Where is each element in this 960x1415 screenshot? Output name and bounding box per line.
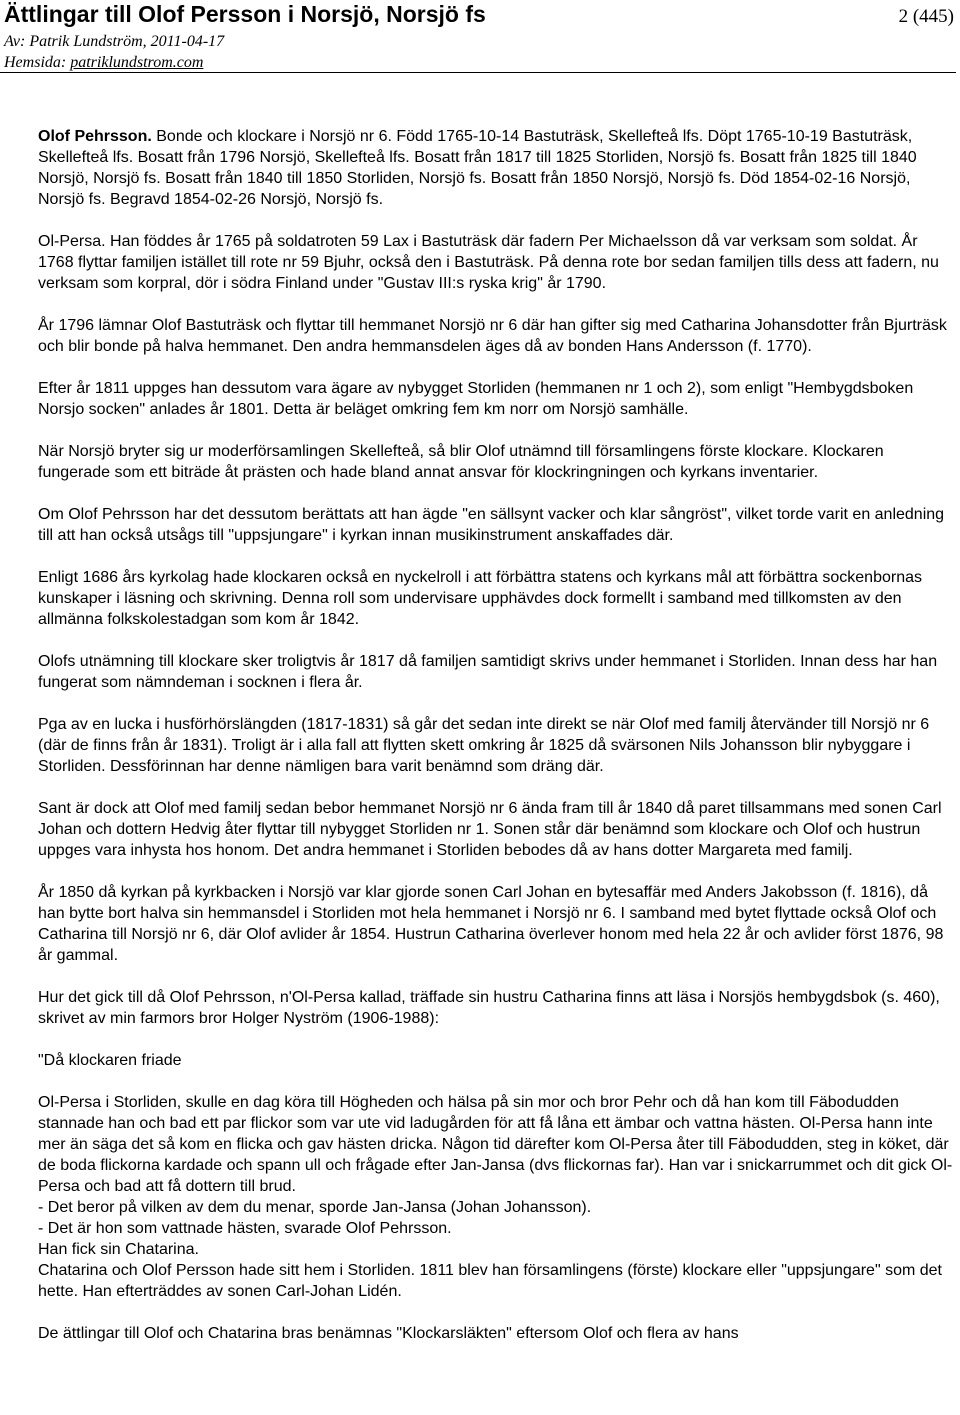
quote-paragraph: Ol-Persa i Storliden, skulle en dag köra till Högheden och hälsa på sin mor och bror Pehr och då han kom till Fäbodudden stannade han och bad ett par flickor som var ute vid ladugården för att få låna ett ämbar och vattna hästen. Ol-Persa hann inte mer än säga det så kom en flicka och gav hästen dricka. Någon tid därefter kom Ol-Persa åter till Fäbodudden, steg in köket, där de boda flickorna kardade och spann ull och frågade efter Jan-Jansa (dvs flickornas far). Han var i snickarrummet och dit gick Ol-Persa och bad att få dottern till brud. (38, 1094, 953, 1195)
homepage-link[interactable]: patriklundstrom.com (70, 54, 204, 71)
paragraph: Sant är dock att Olof med familj sedan bebor hemmanet Norsjö nr 6 ända fram till år 1840 då paret tillsammans med sonen Carl Johan och dottern Hedvig åter flyttar till nybygget Storliden nr 1. Sonen står där benämnd som klockare och Olof och hustrun uppges vara inhysta hos honom. Det andra hemmanet i Storliden bebodes då av hans dotter Margareta med familj. (38, 800, 942, 859)
dialogue-line: - Det beror på vilken av dem du menar, sporde Jan-Jansa (Johan Johansson). (38, 1199, 592, 1216)
author-line (4, 31, 956, 52)
homepage-label: Hemsida: (4, 54, 67, 71)
homepage-line (4, 52, 956, 73)
paragraph: Enligt 1686 års kyrkolag hade klockaren också en nyckelroll i att förbättra statens och kyrkans mål att förbättra sockenbornas kunskaper i läsning och skrivning. Denna roll som undervisare upphävdes dock formellt i samband med tillkomsten av den allmänna folkskolestadgan som kom år 1842. (38, 569, 922, 628)
paragraph: Olofs utnämning till klockare sker troligtvis år 1817 då familjen samtidigt skrivs under hemmanet i Storliden. Innan dess har han fungerat som nämndeman i socknen i flera år. (38, 653, 938, 691)
paragraph: År 1850 då kyrkan på kyrkbacken i Norsjö var klar gjorde sonen Carl Johan en bytesaffär med Anders Jakobsson (f. 1816), då han bytte bort halva sin hemmansdel i Storliden mot hela hemmanet i Norsjö nr 6. I samband med bytet flyttade också Olof och Catharina till Norsjö nr 6, där Olof avlider år 1854. Hustrun Catharina överlever honom med hela 22 år och avlider först 1876, 98 år gammal. (38, 884, 944, 964)
header-divider (0, 72, 956, 73)
paragraph: Pga av en lucka i husförhörslängden (1817-1831) så går det sedan inte direkt se när Olof med familj återvänder till Norsjö nr 6 (där de finns från år 1831). Troligt är i alla fall att flytten skett omkring år 1825 då svärsonen Nils Johansson blir nybyggare i Storliden. Dessförinnan har denne nämligen bara varit benämnd som dräng där. (38, 716, 930, 775)
title-row (4, 0, 956, 31)
paragraph: Efter år 1811 uppges han dessutom vara ägare av nybygget Storliden (hemmanen nr 1 och 2), som enligt "Hembygdsboken Norsjo socken" anlades år 1801. Detta är beläget omkring fem km norr om Norsjö samhälle. (38, 380, 914, 418)
dialogue-line: - Det är hon som vattnade hästen, svarade Olof Pehrsson. (38, 1220, 452, 1237)
author-label: Av: (4, 33, 26, 50)
paragraph: När Norsjö bryter sig ur moderförsamlingen Skellefteå, så blir Olof utnämnd till församlingens förste klockare. Klockaren fungerade som ett biträde åt prästen och hade bland annat ansvar för klockringningen och kyrkans inventarier. (38, 443, 884, 481)
document-body (38, 126, 954, 1365)
paragraph: De ättlingar till Olof och Chatarina bras benämnas "Klockarsläkten" eftersom Olof och flera av hans (38, 1325, 739, 1342)
author-value: Patrik Lundström, 2011-04-17 (29, 33, 225, 50)
page-number: 2 (445) (898, 6, 954, 27)
document-header (4, 0, 956, 73)
quote-paragraph: Chatarina och Olof Persson hade sitt hem i Storliden. 1811 blev han församlingens (förste) klockare eller "uppsjungare" som det hette. Han efterträddes av sonen Carl-Johan Lidén. (38, 1262, 942, 1300)
person-name: Olof Pehrsson. (38, 128, 152, 145)
paragraph: Hur det gick till då Olof Pehrsson, n'Ol-Persa kallad, träffade sin hustru Catharina finns att läsa i Norsjös hembygdsbok (s. 460), skrivet av min farmors bror Holger Nyström (1906-1988): (38, 989, 940, 1027)
quote-line: Han fick sin Chatarina. (38, 1241, 199, 1258)
paragraph: År 1796 lämnar Olof Bastuträsk och flyttar till hemmanet Norsjö nr 6 där han gifter sig med Catharina Johansdotter från Bjurträsk och blir bonde på halva hemmanet. Den andra hemmansdelen äges då av bonden Hans Andersson (f. 1770). (38, 317, 947, 355)
document-title: Ättlingar till Olof Persson i Norsjö, Norsjö fs (4, 1, 486, 27)
paragraph-person-record: Olof Pehrsson. Bonde och klockare i Norsjö nr 6. Född 1765-10-14 Bastuträsk, Skellefteå lfs. Döpt 1765-10-19 Bastuträsk, Skellefteå lfs. Bosatt från 1796 Norsjö, Skellefteå lfs. Bosatt från 1817 till 1825 Storliden, Norsjö fs. Bosatt från 1825 till 1840 Norsjö, Norsjö fs. Bosatt från 1840 till 1850 Storliden, Norsjö fs. Bosatt från 1850 Norsjö, Norsjö fs. Död 1854-02-16 Norsjö, Norsjö fs. Begravd 1854-02-26 Norsjö, Norsjö fs. (38, 128, 917, 208)
quote-heading: "Då klockaren friade (38, 1052, 182, 1069)
paragraph: Ol-Persa. Han föddes år 1765 på soldatroten 59 Lax i Bastuträsk där fadern Per Michaelsson då var verksam som soldat. År 1768 flyttar familjen istället till rote nr 59 Bjuhr, också den i Bastuträsk. På denna rote bor sedan familjen tills dess att fadern, nu verksam som korpral, dör i södra Finland under "Gustav III:s ryska krig" år 1790. (38, 233, 939, 292)
paragraph: Om Olof Pehrsson har det dessutom berättats att han ägde "en sällsynt vacker och klar sångröst", vilket torde varit en anledning till att han också utsågs till "uppsjungare" i kyrkan innan musikinstrument anskaffades där. (38, 506, 945, 544)
